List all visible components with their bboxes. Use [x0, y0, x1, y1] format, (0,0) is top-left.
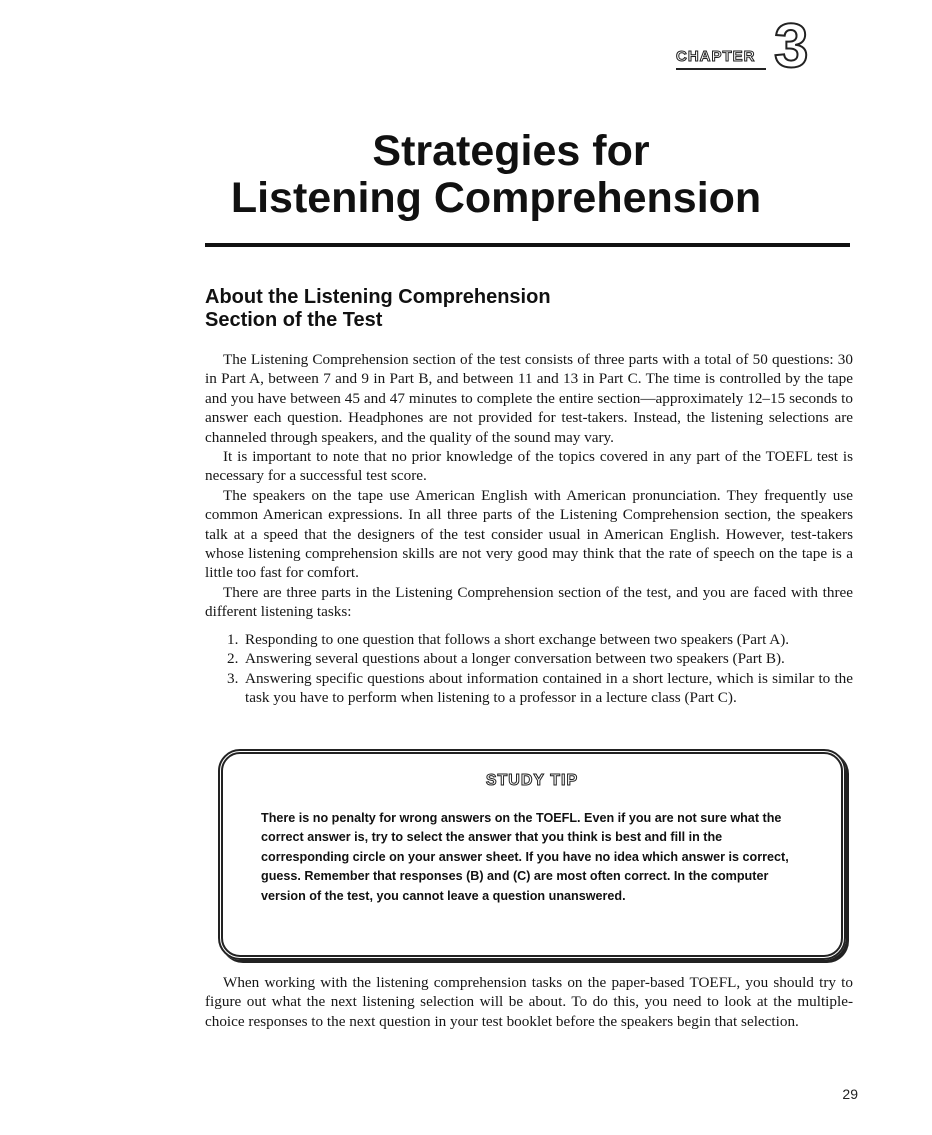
- chapter-number: 3: [774, 12, 809, 81]
- list-item-number: 3.: [227, 669, 239, 687]
- paragraph: When working with the listening comprehension tasks on the paper-based TOEFL, you should try to figure out what the next listening selection will be about. To do this, you need to look at the multiple-choice responses to the next question in your test booklet before the speakers begin that selection.: [205, 974, 853, 1030]
- section-heading-line-1: About the Listening Comprehension: [205, 286, 551, 308]
- section-heading-line-2: Section of the Test: [205, 309, 383, 331]
- list-item-number: 1.: [227, 630, 239, 648]
- paragraph: It is important to note that no prior knowledge of the topics covered in any part of the TOEFL test is necessary for a successful test score.: [205, 448, 853, 485]
- chapter-rule: [676, 68, 766, 70]
- page-number: 29: [842, 1086, 858, 1102]
- closing-text: [205, 973, 853, 1031]
- list-item-text: Responding to one question that follows a short exchange between two speakers (Part A).: [245, 630, 790, 648]
- study-tip-text: There is no penalty for wrong answers on the TOEFL. Even if you are not sure what the correct answer is, try to select the answer that you think is best and fill in the corresponding circle on your answer sheet. If you have no idea which answer is correct, guess. Remember that responses (B) and (C) are most often correct. In the computer version of the test, you cannot leave a question unanswered.: [261, 811, 789, 903]
- study-tip-box: [218, 749, 846, 960]
- paragraph: The speakers on the tape use American English with American pronunciation. They frequently use common American expressions. In all three parts of the Listening Comprehension section, the speakers talk at a speed that the designers of the test consider usual in American English. However, test-takers whose listening comprehension skills are not very good may think that the rate of speech on the tape is a little too fast for comfort.: [205, 486, 853, 582]
- list-item-text: Answering several questions about a longer conversation between two speakers (Part B).: [245, 650, 785, 668]
- paragraph: There are three parts in the Listening Comprehension section of the test, and you are faced with three different listening tasks:: [205, 583, 853, 621]
- chapter-label: CHAPTER: [676, 48, 756, 65]
- section-heading: [205, 286, 805, 332]
- study-tip-heading: STUDY TIP: [485, 772, 579, 789]
- list-item: [205, 669, 853, 708]
- intro-text: [205, 350, 853, 707]
- list-item-number: 2.: [227, 650, 239, 668]
- chapter-marker: [676, 12, 856, 88]
- paragraph: The Listening Comprehension section of the test consists of three parts with a total of 50 questions: 30 in Part A, between 7 and 9 in Part B, and between 11 and 13 in Part C. The time is controlled by the tape and you have between 45 and 47 minutes to complete the entire section—approximately 12–15 seconds to answer each question. Headphones are not provided for test-takers. Instead, the listening selections are channeled through speakers, and the quality of the sound may vary.: [205, 351, 853, 446]
- list-item: [205, 630, 853, 649]
- task-list: [205, 630, 853, 708]
- list-item: [205, 649, 853, 668]
- page-title-line-2: Listening Comprehension: [230, 174, 762, 222]
- page-title-line-1: Strategies for: [372, 127, 650, 175]
- title-divider: [205, 243, 850, 247]
- list-item-text: Answering specific questions about information contained in a short lecture, which is similar to the task you have to perform when listening to a professor in a lecture class (Part C).: [245, 669, 853, 706]
